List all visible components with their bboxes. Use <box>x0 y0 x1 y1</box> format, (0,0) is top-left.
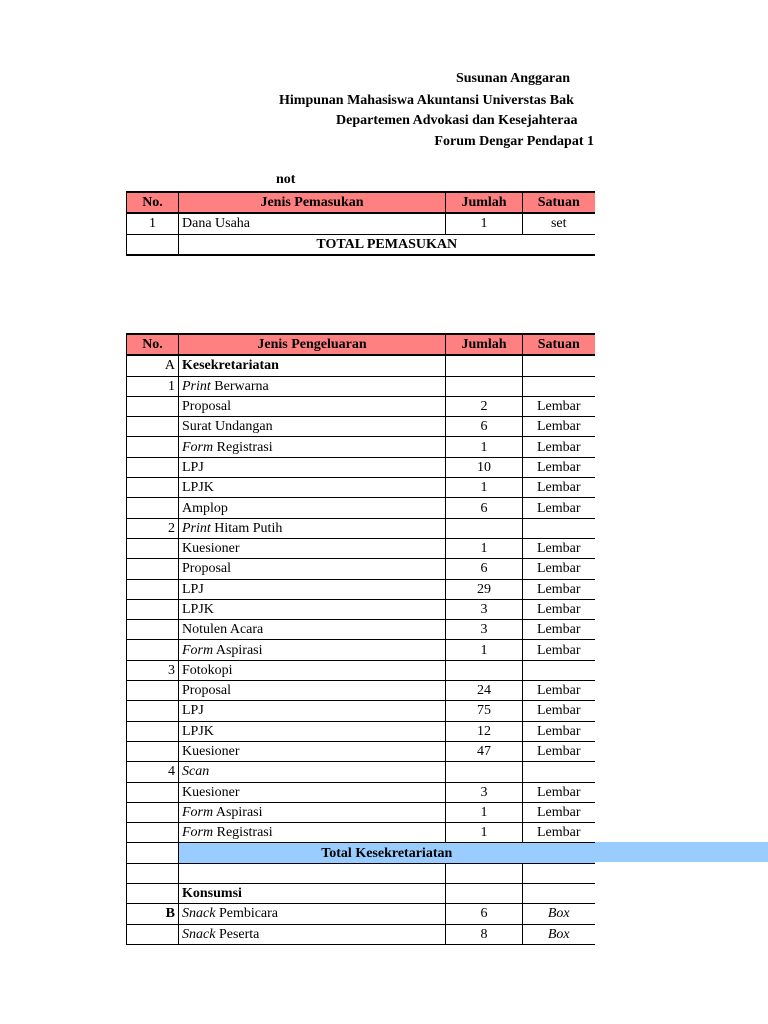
cell-jenis-text: Fotokopi <box>182 662 233 678</box>
total-highlight-overflow <box>594 842 768 862</box>
table-row <box>127 904 595 924</box>
cell-no <box>127 620 179 640</box>
cell-jenis: Dana Usaha <box>179 213 446 234</box>
col-satuan-header: Satuan <box>523 192 595 213</box>
cell-satuan: Lembar <box>523 437 595 457</box>
cell-jenis <box>179 396 446 416</box>
cell-no <box>127 498 179 518</box>
col-jenis-header: Jenis Pemasukan <box>179 192 446 213</box>
table-row <box>127 498 595 518</box>
cell-jumlah: 24 <box>446 681 523 701</box>
table-row <box>127 559 595 579</box>
cell-satuan: set <box>523 213 595 234</box>
cell-jenis <box>179 599 446 619</box>
cell-jenis <box>179 924 446 944</box>
cell-jumlah: 1 <box>446 478 523 498</box>
title-line-3: Departemen Advokasi dan Kesejahteraa <box>336 113 578 128</box>
cell-jenis <box>179 620 446 640</box>
col-jumlah-header: Jumlah <box>446 334 523 355</box>
cell-satuan: Lembar <box>523 498 595 518</box>
cell-jumlah: 6 <box>446 498 523 518</box>
cell-jumlah: 1 <box>446 823 523 843</box>
cell-jenis-italic: Print <box>182 378 211 394</box>
cell-jenis-text: LPJK <box>182 480 214 496</box>
cell-satuan: Lembar <box>523 396 595 416</box>
cell-no <box>127 538 179 558</box>
note-text: not <box>276 172 296 187</box>
table-row <box>127 620 595 640</box>
cell-no <box>127 478 179 498</box>
cell-jumlah: 12 <box>446 721 523 741</box>
cell-satuan: Lembar <box>523 701 595 721</box>
col-jumlah-header: Jumlah <box>446 192 523 213</box>
cell-jenis-text: Amplop <box>182 500 228 516</box>
cell-satuan: Lembar <box>523 579 595 599</box>
cell-jenis <box>179 376 446 396</box>
col-no-header: No. <box>127 192 179 213</box>
cell-jenis <box>179 741 446 761</box>
table-row <box>127 782 595 802</box>
col-satuan-header: Satuan <box>523 334 595 355</box>
cell-jenis-italic: Snack <box>182 926 216 942</box>
title-line-1: Susunan Anggaran <box>455 71 570 86</box>
cell-no <box>127 741 179 761</box>
cell-jenis-text: Aspirasi <box>213 642 263 658</box>
cell-no <box>127 802 179 822</box>
cell-no <box>127 599 179 619</box>
cell-no <box>127 457 179 477</box>
table-row <box>127 640 595 660</box>
cell-no <box>127 701 179 721</box>
cell-no <box>127 721 179 741</box>
cell-no: 4 <box>127 762 179 782</box>
cell-no <box>127 924 179 944</box>
cell-jenis <box>179 802 446 822</box>
cell-no <box>127 579 179 599</box>
cell-jenis-text: LPJ <box>182 581 204 597</box>
cell-satuan: Lembar <box>523 802 595 822</box>
cell-jumlah: 6 <box>446 417 523 437</box>
table-row <box>127 437 595 457</box>
table-row <box>127 213 595 234</box>
cell-no: 1 <box>127 376 179 396</box>
table-row <box>127 741 595 761</box>
cell-jenis <box>179 498 446 518</box>
cell-jenis-text: Proposal <box>182 683 231 699</box>
cell-jumlah: 6 <box>446 904 523 924</box>
cell-satuan: Lembar <box>523 457 595 477</box>
table-row <box>127 802 595 822</box>
table-row <box>127 457 595 477</box>
table-row <box>127 599 595 619</box>
table-row <box>127 681 595 701</box>
blank-row <box>127 863 595 883</box>
table-row <box>127 538 595 558</box>
group-header-row <box>127 376 595 396</box>
cell-jumlah: 10 <box>446 457 523 477</box>
title-line-4: Forum Dengar Pendapat 1 <box>434 134 594 149</box>
cell-jenis-italic: Form <box>182 825 214 841</box>
group-header-row <box>127 762 595 782</box>
table-row <box>127 478 595 498</box>
cell-no <box>127 437 179 457</box>
cell-jenis <box>179 782 446 802</box>
cell-no: 1 <box>127 213 179 234</box>
cell-jumlah: 8 <box>446 924 523 944</box>
cell-satuan: Lembar <box>523 620 595 640</box>
cell-satuan: Lembar <box>523 741 595 761</box>
cell-jumlah: 1 <box>446 538 523 558</box>
cell-jenis-text: Proposal <box>182 561 231 577</box>
cell-jenis-text: Berwarna <box>210 378 269 394</box>
konsumsi-row <box>127 884 595 904</box>
cell-no <box>127 396 179 416</box>
section-a-row <box>127 355 595 376</box>
cell-jenis-text: Kuesioner <box>182 541 240 557</box>
cell-satuan: Lembar <box>523 823 595 843</box>
cell-jenis <box>179 457 446 477</box>
cell-jenis-text: LPJK <box>182 723 214 739</box>
cell-jumlah: 29 <box>446 579 523 599</box>
cell-jumlah: 3 <box>446 620 523 640</box>
col-no-header: No. <box>127 334 179 355</box>
cell-jenis <box>179 538 446 558</box>
cell-jenis <box>179 904 446 924</box>
cell-jenis-text: Pembicara <box>215 906 279 922</box>
cell-jenis-text: Registrasi <box>213 825 273 841</box>
konsumsi-label: Konsumsi <box>179 884 446 904</box>
cell-satuan: Box <box>523 904 595 924</box>
cell-jenis <box>179 559 446 579</box>
cell-no: 3 <box>127 660 179 680</box>
cell-jenis-text: Peserta <box>215 926 260 942</box>
cell-jenis-italic: Form <box>182 439 214 455</box>
cell-satuan: Lembar <box>523 599 595 619</box>
cell-jenis-text: LPJ <box>182 703 204 719</box>
cell-no <box>127 417 179 437</box>
cell-jumlah: 1 <box>446 640 523 660</box>
cell-jenis-text: Kuesioner <box>182 784 240 800</box>
cell-no <box>127 782 179 802</box>
cell-jenis-text: Notulen Acara <box>182 622 264 638</box>
expense-header-row <box>127 334 595 355</box>
cell-jenis-text: Aspirasi <box>213 804 263 820</box>
cell-satuan: Lembar <box>523 782 595 802</box>
cell-jenis <box>179 579 446 599</box>
cell-satuan: Lembar <box>523 640 595 660</box>
cell-jumlah: 1 <box>446 213 523 234</box>
table-row <box>127 924 595 944</box>
cell-no <box>127 559 179 579</box>
total-kesekretariatan-label: Total Kesekretariatan <box>179 843 595 863</box>
group-header-row <box>127 660 595 680</box>
cell-jenis-italic: Form <box>182 642 214 658</box>
expense-table <box>126 333 595 945</box>
cell-jenis-text: Proposal <box>182 399 231 415</box>
cell-satuan: Lembar <box>523 538 595 558</box>
cell-satuan: Lembar <box>523 559 595 579</box>
cell-jenis-text: Hitam Putih <box>210 520 283 536</box>
cell-jenis-italic: Form <box>182 804 214 820</box>
cell-satuan: Lembar <box>523 478 595 498</box>
expense-body <box>127 376 595 843</box>
income-header-row <box>127 192 595 213</box>
cell-jenis <box>179 437 446 457</box>
cell-jenis <box>179 478 446 498</box>
cell-jenis <box>179 417 446 437</box>
cell-jenis <box>179 762 446 782</box>
total-kesekretariatan-row <box>127 843 595 863</box>
group-header-row <box>127 518 595 538</box>
total-pemasukan-label: TOTAL PEMASUKAN <box>179 234 595 255</box>
cell-no: B <box>127 904 179 924</box>
table-row <box>127 721 595 741</box>
cell-jenis <box>179 660 446 680</box>
cell-jenis-text: Registrasi <box>213 439 273 455</box>
col-jenis-header: Jenis Pengeluaran <box>179 334 446 355</box>
cell-jenis-italic: Scan <box>182 764 210 780</box>
income-total-row <box>127 234 595 255</box>
cell-jenis-text: Kuesioner <box>182 744 240 760</box>
cell-no <box>127 823 179 843</box>
cell-satuan: Lembar <box>523 681 595 701</box>
cell-jenis <box>179 721 446 741</box>
table-row <box>127 579 595 599</box>
section-letter: A <box>127 355 179 376</box>
cell-jenis <box>179 518 446 538</box>
cell-jumlah: 75 <box>446 701 523 721</box>
cell-jumlah: 47 <box>446 741 523 761</box>
cell-jenis <box>179 640 446 660</box>
cell-no <box>127 681 179 701</box>
cell-satuan: Lembar <box>523 721 595 741</box>
cell-jenis-italic: Print <box>182 520 211 536</box>
cell-jenis <box>179 823 446 843</box>
income-table <box>126 191 595 256</box>
konsumsi-body <box>127 904 595 945</box>
cell-satuan: Lembar <box>523 417 595 437</box>
table-row <box>127 823 595 843</box>
cell-jenis-text: Surat Undangan <box>182 419 273 435</box>
cell-jumlah: 1 <box>446 437 523 457</box>
cell-jumlah: 1 <box>446 802 523 822</box>
cell-no <box>127 640 179 660</box>
table-row <box>127 396 595 416</box>
title-line-2: Himpunan Mahasiswa Akuntansi Universtas Bak <box>279 93 574 108</box>
cell-no: 2 <box>127 518 179 538</box>
section-label: Kesekretariatan <box>179 355 446 376</box>
cell-jenis <box>179 681 446 701</box>
cell-satuan: Box <box>523 924 595 944</box>
cell-jenis <box>179 701 446 721</box>
cell-jumlah: 3 <box>446 782 523 802</box>
cell-jenis-italic: Snack <box>182 906 216 922</box>
cell-jumlah: 2 <box>446 396 523 416</box>
table-row <box>127 701 595 721</box>
cell-no <box>127 234 179 255</box>
cell-jumlah: 6 <box>446 559 523 579</box>
table-row <box>127 417 595 437</box>
cell-jenis-text: LPJ <box>182 459 204 475</box>
cell-jumlah: 3 <box>446 599 523 619</box>
cell-jenis-text: LPJK <box>182 602 214 617</box>
